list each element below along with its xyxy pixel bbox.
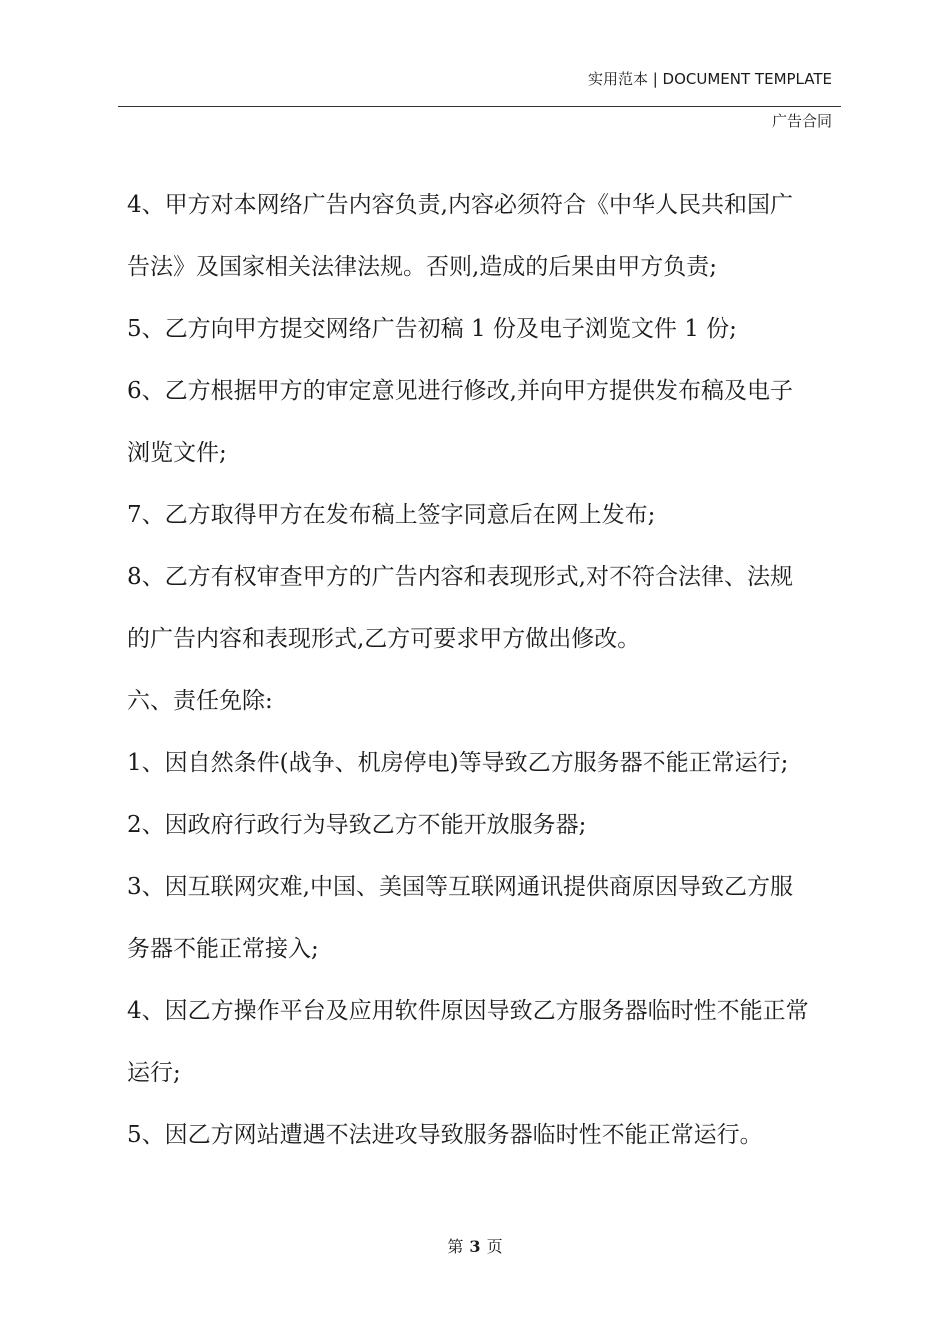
body-line: 5、乙方向甲方提交网络广告初稿 1 份及电子浏览文件 1 份; [127, 316, 737, 342]
body-line: 8、乙方有权审查甲方的广告内容和表现形式,对不符合法律、法规 [127, 564, 793, 590]
page-number: 3 [469, 1237, 481, 1256]
page-prefix: 第 [447, 1237, 464, 1256]
body-line: 的广告内容和表现形式,乙方可要求甲方做出修改。 [127, 626, 641, 652]
page-footer [0, 1234, 950, 1257]
body-line: 4、因乙方操作平台及应用软件原因导致乙方服务器临时性不能正常 [127, 998, 809, 1024]
body-line: 5、因乙方网站遭遇不法进攻导致服务器临时性不能正常运行。 [127, 1122, 763, 1148]
body-line: 告法》及国家相关法律法规。否则,造成的后果由甲方负责; [127, 254, 718, 280]
body-line: 6、乙方根据甲方的审定意见进行修改,并向甲方提供发布稿及电子 [127, 378, 793, 404]
header-title: 实用范本 | DOCUMENT TEMPLATE [587, 70, 832, 88]
body-line: 运行; [127, 1060, 181, 1086]
body-line: 浏览文件; [127, 440, 227, 466]
body-line: 7、乙方取得甲方在发布稿上签字同意后在网上发布; [127, 502, 656, 528]
document-body [127, 174, 839, 1166]
header-divider [118, 106, 841, 107]
body-line: 1、因自然条件(战争、机房停电)等导致乙方服务器不能正常运行; [127, 750, 789, 776]
body-line: 务器不能正常接入; [127, 936, 319, 962]
page-suffix: 页 [486, 1237, 503, 1256]
header-subtitle: 广告合同 [771, 112, 832, 130]
section-heading: 六、责任免除: [127, 688, 273, 714]
body-line: 4、甲方对本网络广告内容负责,内容必须符合《中华人民共和国广 [127, 192, 793, 218]
body-line: 2、因政府行政行为导致乙方不能开放服务器; [127, 812, 587, 838]
body-line: 3、因互联网灾难,中国、美国等互联网通讯提供商原因导致乙方服 [127, 874, 793, 900]
